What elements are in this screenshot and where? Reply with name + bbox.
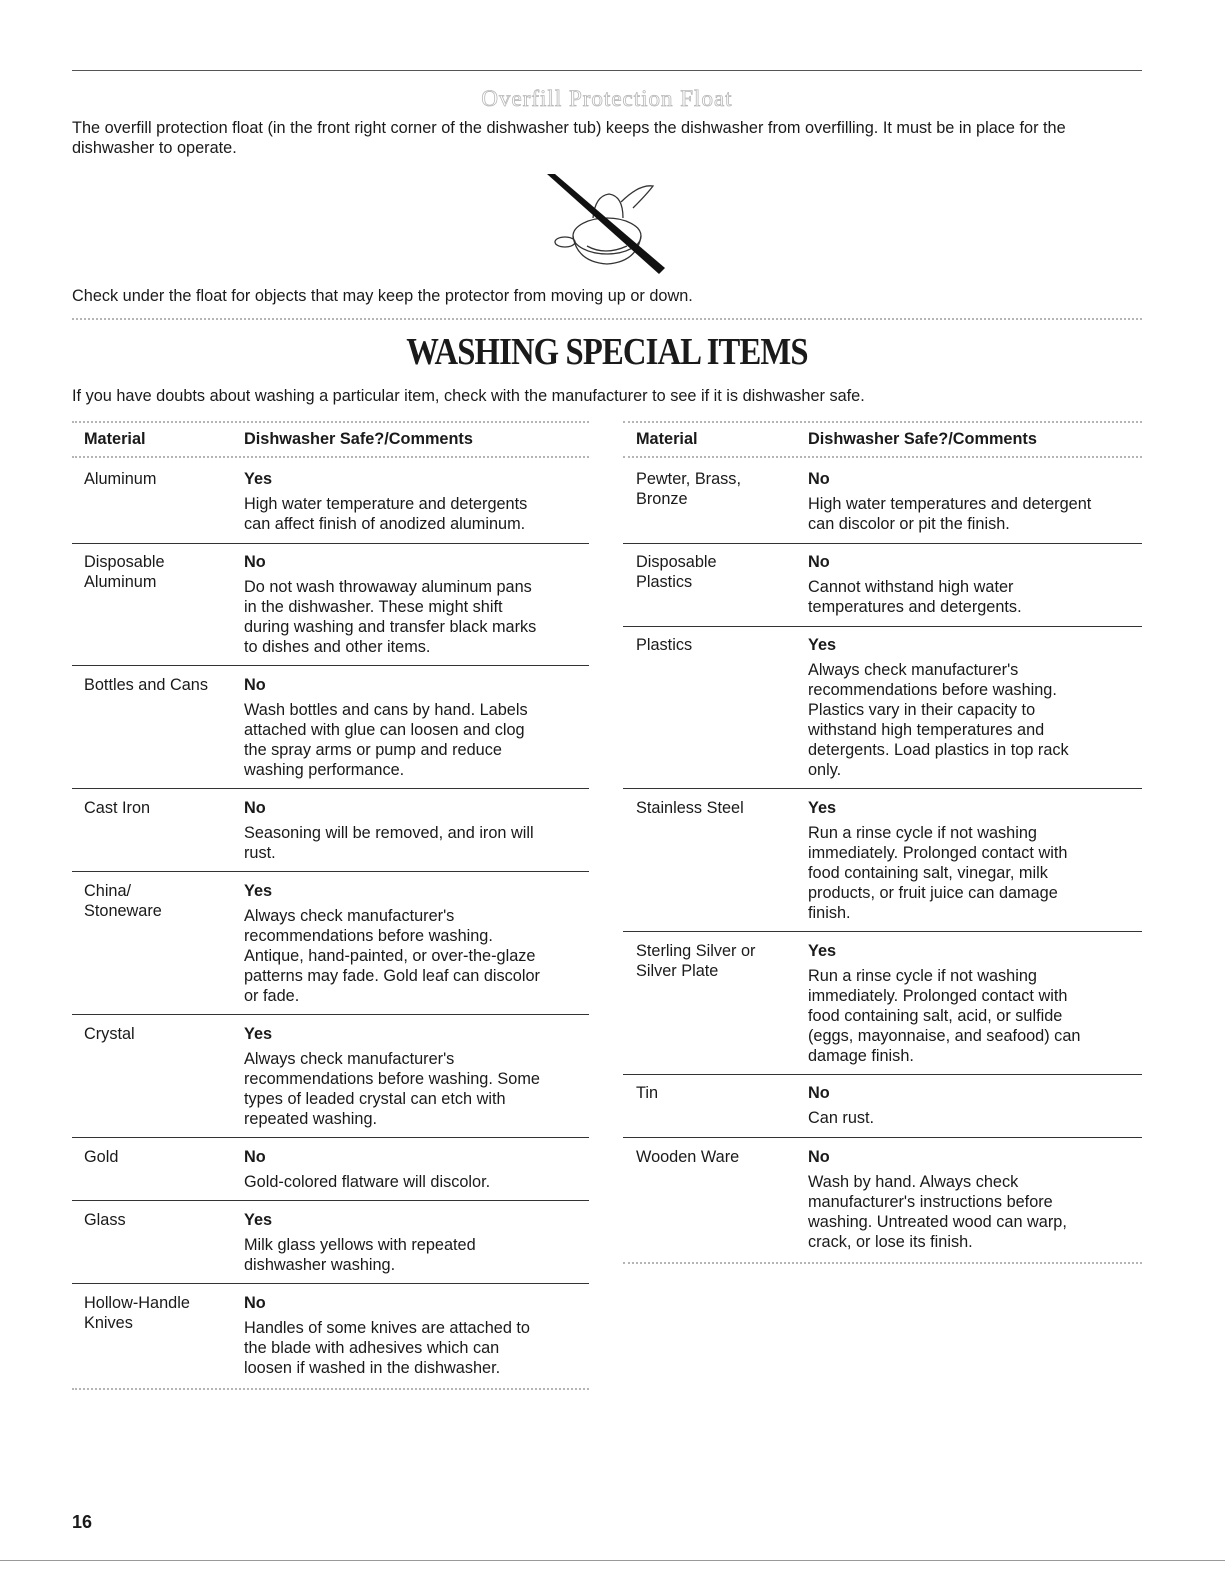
safe-answer: No [244, 553, 266, 571]
comment-text: Gold-colored flatware will discolor. [244, 1173, 491, 1191]
page-number: 16 [72, 1512, 93, 1532]
safe-answer: No [244, 799, 266, 817]
safe-answer: Yes [244, 1025, 273, 1043]
row-divider [623, 931, 1142, 932]
material-cell: Bottles and Cans [84, 676, 208, 694]
comment-text: Cannot withstand high water temperatures and detergents. [808, 578, 1022, 616]
row-divider [72, 543, 589, 544]
comment-text: Run a rinse cycle if not washing immediately. Prolonged contact with food containing salt, acid, or sulfide (eggs, mayonnaise, and seafood) can damage finish. [808, 967, 1081, 1065]
page-bottom-edge [0, 1560, 1225, 1561]
overfill-description: The overfill protection float (in the front right corner of the dishwasher tub) keeps the dishwasher from overfilling. It must be in place for the dishwasher to operate. [72, 119, 1066, 157]
material-cell: Hollow-Handle Knives [84, 1294, 190, 1332]
material-cell: Tin [636, 1084, 659, 1102]
comment-text: Run a rinse cycle if not washing immediately. Prolonged contact with food containing salt, vinegar, milk products, or fruit juice can damage finish. [808, 824, 1068, 922]
comment-text: Seasoning will be removed, and iron will rust. [244, 824, 534, 862]
safe-answer: Yes [808, 942, 837, 960]
row-divider [72, 788, 589, 789]
safe-answer: No [808, 470, 830, 488]
safe-answer: No [808, 553, 830, 571]
material-cell: China/ Stoneware [84, 882, 162, 920]
right-col-material-header: Material [636, 430, 698, 448]
left-col-safe-header: Dishwasher Safe?/Comments [244, 430, 473, 448]
safe-answer: Yes [244, 470, 273, 488]
material-cell: Pewter, Brass, Bronze [636, 470, 741, 508]
overfill-heading: Overfill Protection Float [481, 86, 733, 111]
row-divider [623, 1074, 1142, 1075]
right-header-rule [623, 456, 1142, 458]
safe-answer: Yes [808, 799, 837, 817]
safe-answer: No [808, 1084, 830, 1102]
comment-text: High water temperatures and detergent can discolor or pit the finish. [808, 495, 1092, 533]
material-cell: Crystal [84, 1025, 135, 1043]
section-divider [72, 318, 1142, 320]
comment-text: High water temperature and detergents can affect finish of anodized aluminum. [244, 495, 528, 533]
safe-answer: No [244, 1294, 266, 1312]
material-cell: Gold [84, 1148, 119, 1166]
material-cell: Disposable Aluminum [84, 553, 165, 591]
row-divider [623, 1137, 1142, 1138]
safe-answer: No [808, 1148, 830, 1166]
comment-text: Always check manufacturer's recommendations before washing. Some types of leaded crystal can etch with repeated washing. [244, 1050, 540, 1128]
row-divider [72, 665, 589, 666]
material-cell: Wooden Ware [636, 1148, 740, 1166]
row-divider [72, 1014, 589, 1015]
row-divider [623, 788, 1142, 789]
comment-text: Handles of some knives are attached to the blade with adhesives which can loosen if washed in the dishwasher. [244, 1319, 530, 1377]
row-divider [623, 543, 1142, 544]
comment-text: Can rust. [808, 1109, 875, 1127]
page-title: WASHING SPECIAL ITEMS [406, 331, 808, 373]
row-divider [72, 871, 589, 872]
material-cell: Disposable Plastics [636, 553, 717, 591]
right-table-top-rule [623, 421, 1142, 423]
comment-text: Always check manufacturer's recommendations before washing. Antique, hand-painted, or over-the-glaze patterns may fade. Gold leaf can discolor or fade. [244, 907, 540, 1005]
row-divider [623, 626, 1142, 627]
safe-answer: Yes [808, 636, 837, 654]
comment-text: Always check manufacturer's recommendations before washing. Plastics vary in their capacity to withstand high temperatures and detergents. Load plastics in top rack only. [808, 661, 1069, 779]
row-divider [72, 1200, 589, 1201]
left-header-rule [72, 456, 589, 458]
float-check-text: Check under the float for objects that may keep the protector from moving up or down. [72, 287, 693, 305]
row-divider [72, 1283, 589, 1284]
comment-text: Do not wash throwaway aluminum pans in the dishwasher. These might shift during washing and transfer black marks to dishes and other items. [244, 578, 537, 656]
right-table-bottom-rule [623, 1262, 1142, 1264]
overfill-float-illustration [535, 172, 675, 274]
safe-answer: No [244, 676, 266, 694]
material-cell: Cast Iron [84, 799, 151, 817]
material-cell: Stainless Steel [636, 799, 744, 817]
row-divider [72, 1137, 589, 1138]
left-table-bottom-rule [72, 1388, 589, 1390]
comment-text: Wash bottles and cans by hand. Labels attached with glue can loosen and clog the spray arms or pump and reduce washing performance. [244, 701, 528, 779]
material-cell: Glass [84, 1211, 126, 1229]
safe-answer: Yes [244, 1211, 273, 1229]
comment-text: Wash by hand. Always check manufacturer's instructions before washing. Untreated wood can warp, crack, or lose its finish. [808, 1173, 1067, 1251]
left-table-top-rule [72, 421, 589, 423]
left-col-material-header: Material [84, 430, 146, 448]
right-col-safe-header: Dishwasher Safe?/Comments [808, 430, 1037, 448]
top-rule [72, 70, 1142, 71]
material-cell: Aluminum [84, 470, 157, 488]
material-cell: Plastics [636, 636, 693, 654]
material-cell: Sterling Silver or Silver Plate [636, 942, 756, 980]
washing-intro: If you have doubts about washing a particular item, check with the manufacturer to see if it is dishwasher safe. [72, 387, 865, 405]
safe-answer: No [244, 1148, 266, 1166]
comment-text: Milk glass yellows with repeated dishwasher washing. [244, 1236, 476, 1274]
safe-answer: Yes [244, 882, 273, 900]
